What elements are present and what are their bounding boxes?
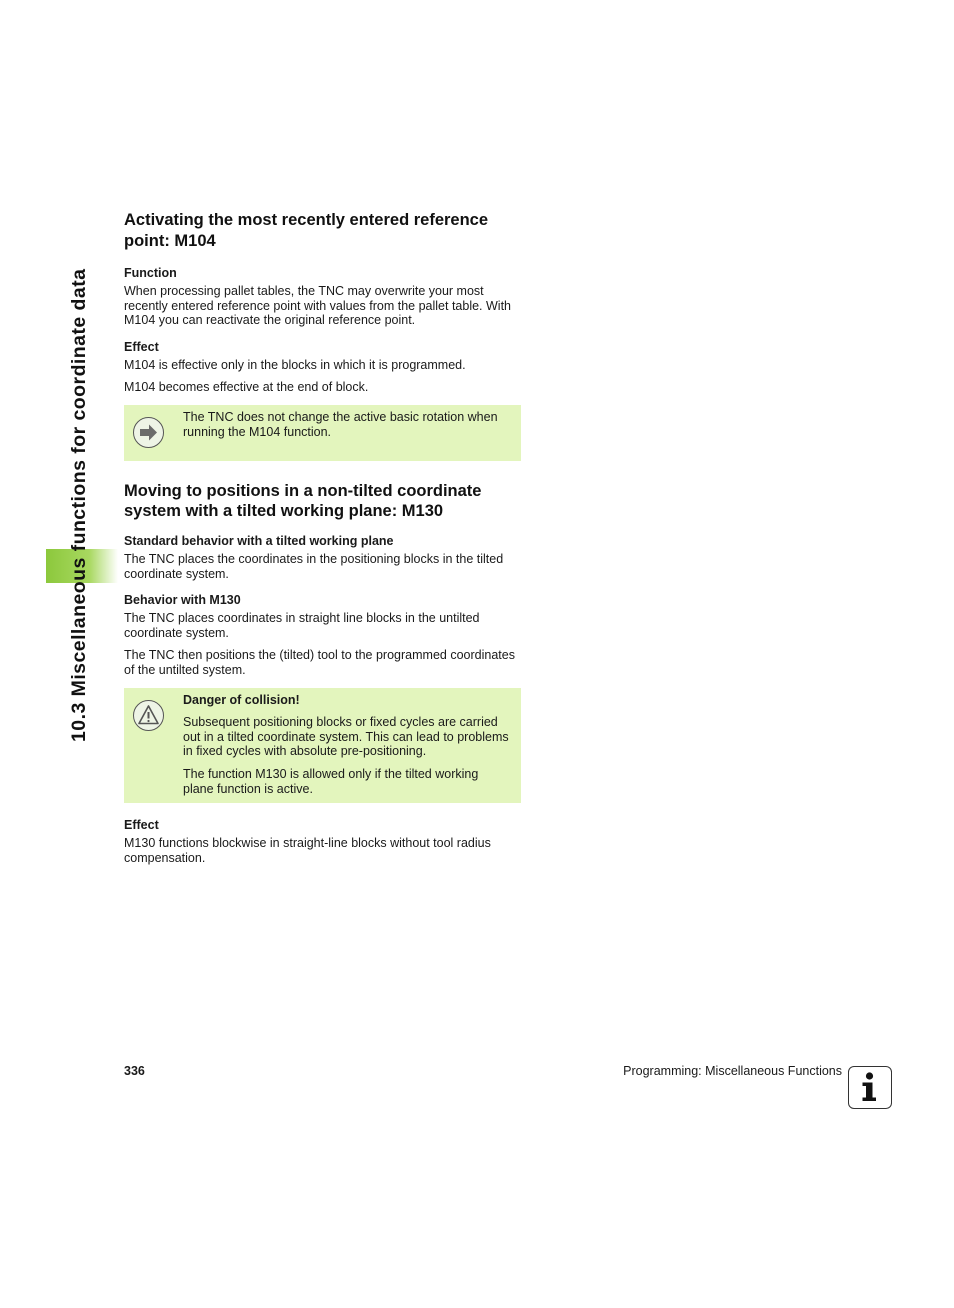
info-note-box <box>124 405 521 461</box>
warning-note-box <box>124 688 521 804</box>
effect-heading-m104: Effect <box>124 339 159 354</box>
info-note-text: The TNC does not change the active basic rotation when running the M104 function. <box>183 409 498 439</box>
arrow-right-icon <box>133 417 164 448</box>
warning-title: Danger of collision! <box>183 692 300 707</box>
m130-behavior-heading: Behavior with M130 <box>124 593 241 608</box>
section-title-m104: Activating the most recently entered reference point: M104 <box>124 211 489 250</box>
main-content <box>124 210 524 865</box>
warning-triangle-icon <box>133 700 164 731</box>
page-number: 336 <box>124 1064 145 1078</box>
book-title: Programming: Miscellaneous Functions <box>623 1064 842 1078</box>
function-text: When processing pallet tables, the TNC may overwrite your most recently entered reference point with values from the pallet table. With M104 you can reactivate the original reference point. <box>124 284 512 328</box>
standard-behavior-text: The TNC places the coordinates in the positioning blocks in the tilted coordinate system. <box>124 551 504 581</box>
effect-text-m104-2: M104 becomes effective at the end of block. <box>124 380 369 395</box>
warning-text-1: Subsequent positioning blocks or fixed cycles are carried out in a tilted coordinate system. This can lead to problems in fixed cycles with absolute pre-positioning. <box>183 715 509 759</box>
effect-heading-m130: Effect <box>124 818 159 833</box>
effect-text-m104-1: M104 is effective only in the blocks in which it is programmed. <box>124 357 466 372</box>
effect-text-m130: M130 functions blockwise in straight-line blocks without tool radius compensation. <box>124 836 491 865</box>
warning-text-2: The function M130 is allowed only if the tilted working plane function is active. <box>183 766 479 796</box>
m130-behavior-text-1: The TNC places coordinates in straight line blocks in the untilted coordinate system. <box>124 611 480 640</box>
function-heading: Function <box>124 266 177 280</box>
standard-behavior-heading: Standard behavior with a tilted working plane <box>124 533 394 548</box>
m130-behavior-text-2: The TNC then positions the (tilted) tool to the programmed coordinates of the untilted system. <box>124 648 515 677</box>
section-title-m130: Moving to positions in a non-tilted coordinate system with a tilted working plane: M130 <box>124 481 482 521</box>
info-icon <box>848 1066 892 1109</box>
chapter-title-vertical: 10.3 Miscellaneous functions for coordinate data <box>68 268 90 742</box>
